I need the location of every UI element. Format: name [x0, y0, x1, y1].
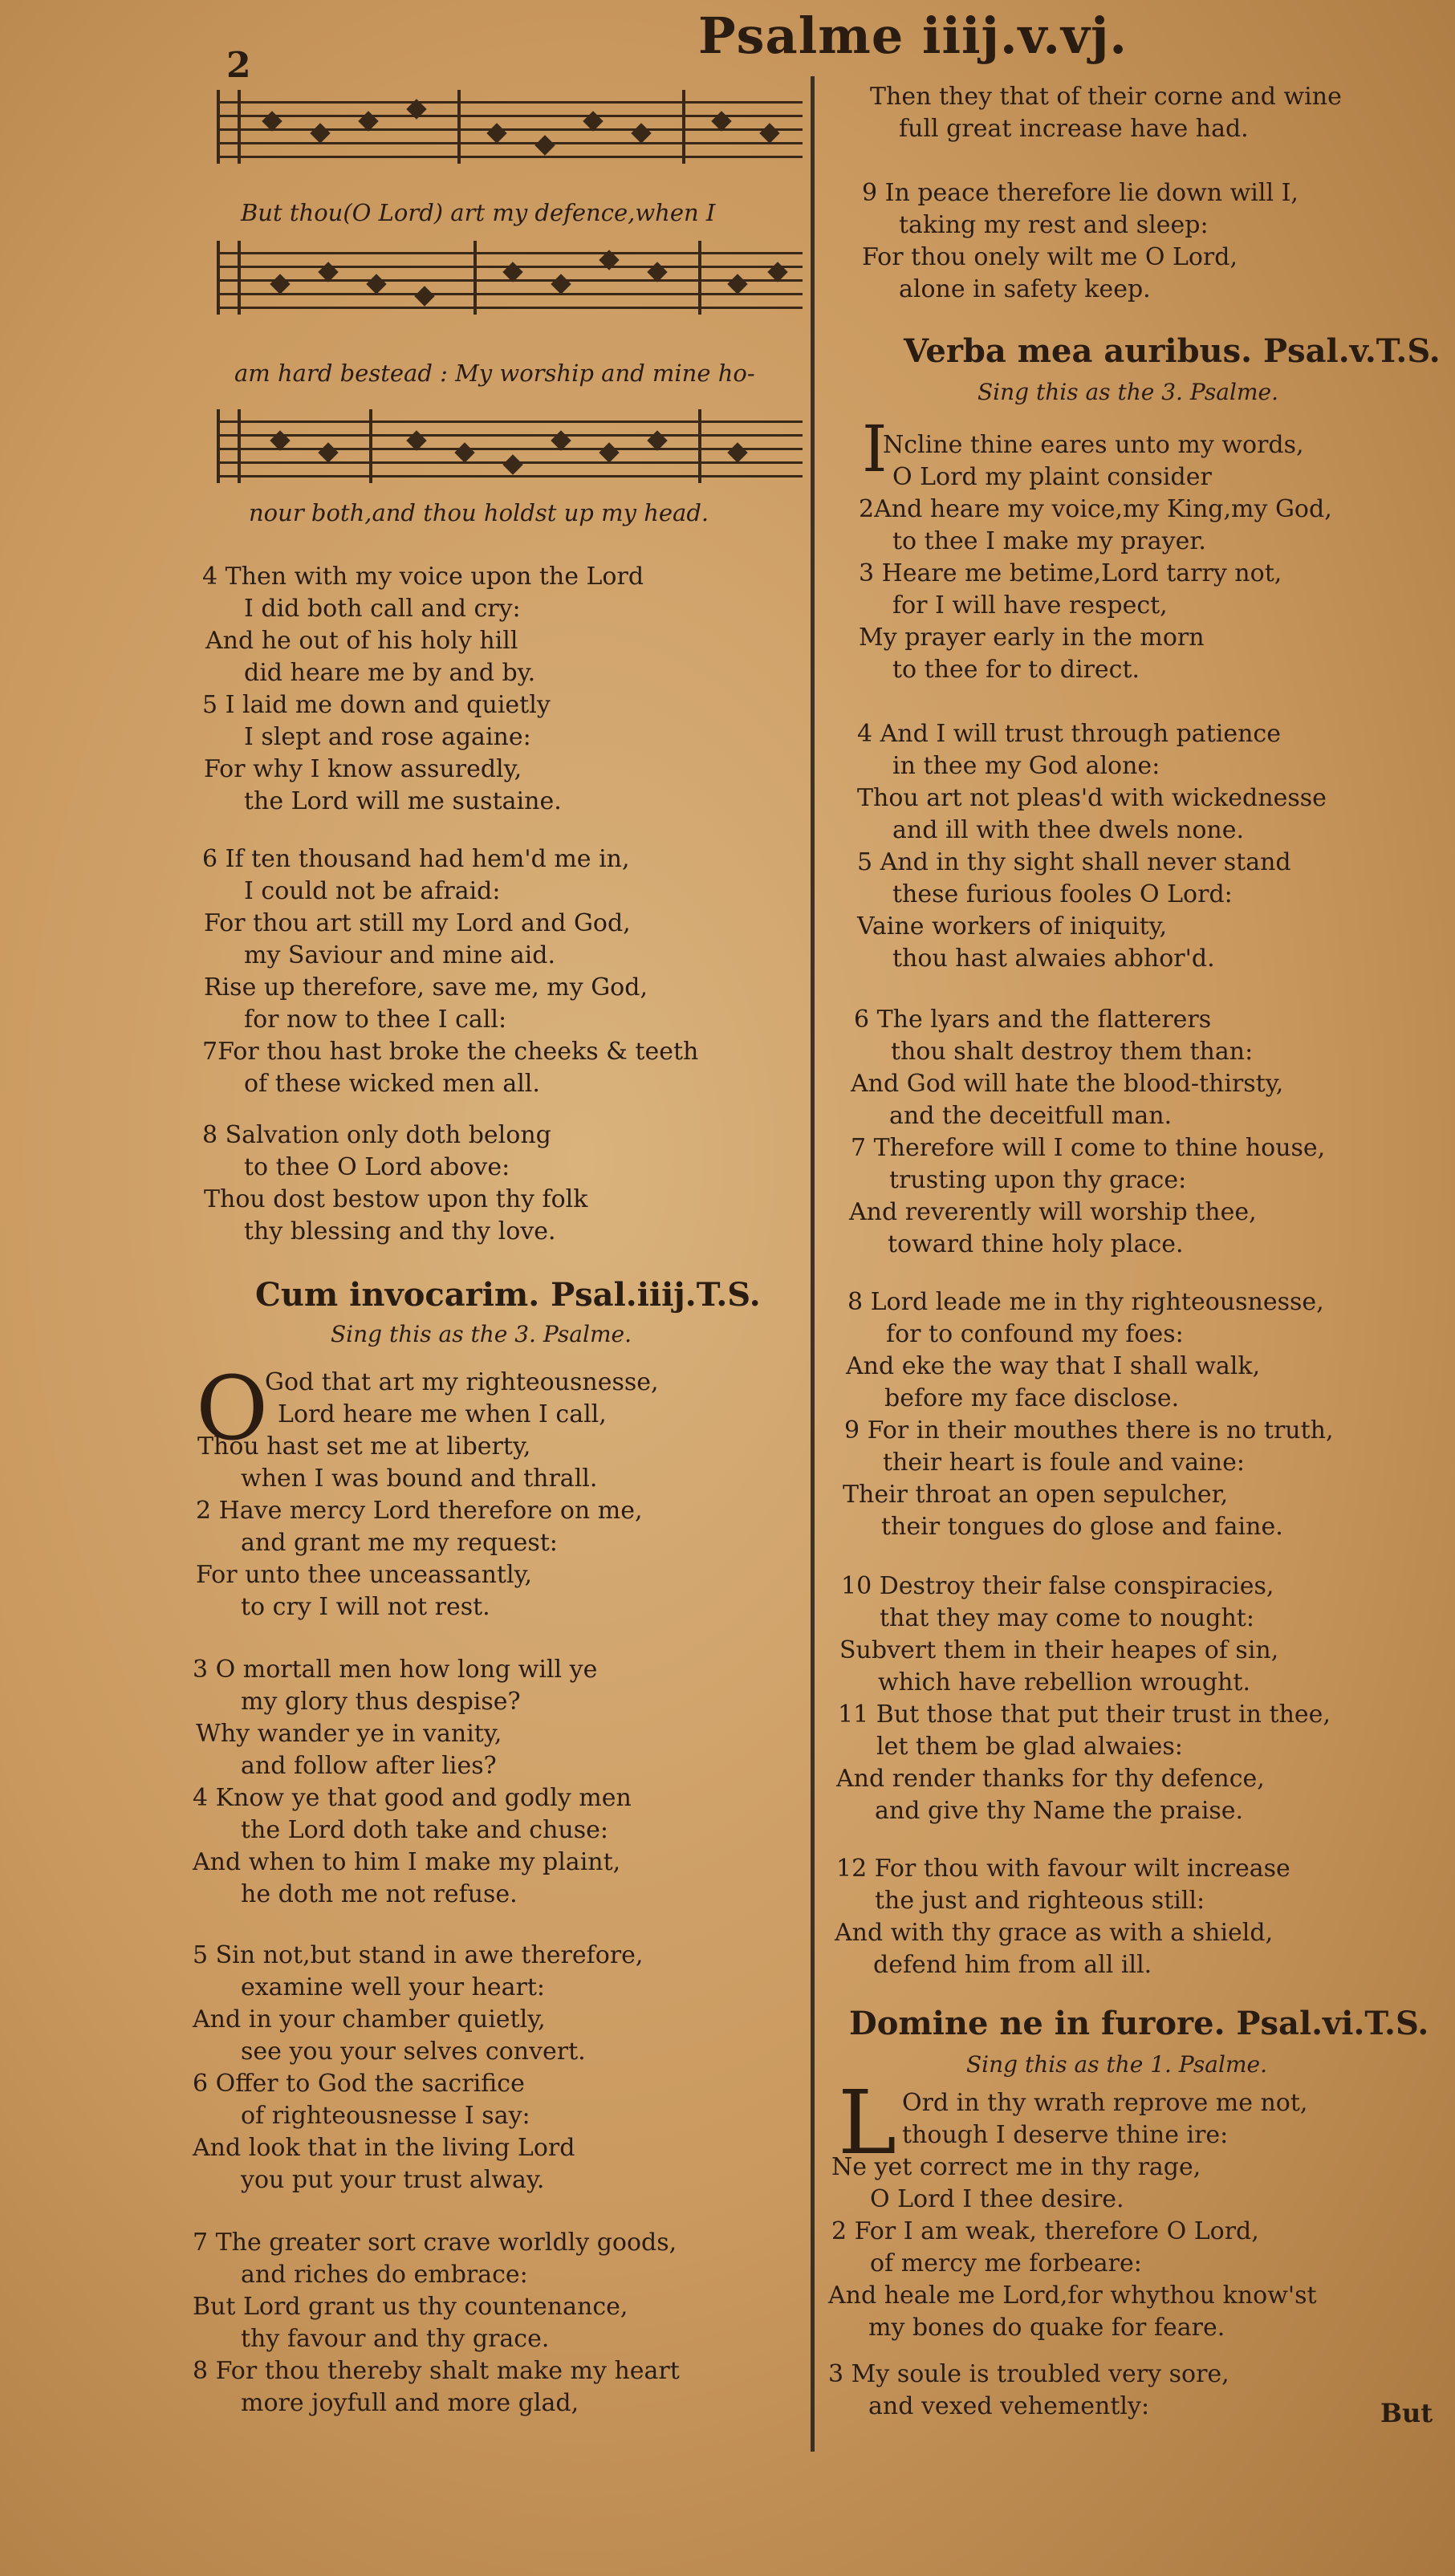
verse-line: 7 The greater sort crave worldly goods,	[193, 2229, 677, 2257]
verse-line: my Saviour and mine aid.	[244, 941, 555, 969]
verse-line: for now to thee I call:	[244, 1006, 507, 1034]
verse-line: when I was bound and thrall.	[241, 1465, 598, 1493]
verse-line: For why I know assuredly,	[204, 755, 522, 783]
verse-line: 3 Heare me betime,Lord tarry not,	[859, 559, 1282, 587]
verse-line: and follow after lies?	[241, 1752, 497, 1780]
verse-line: examine well your heart:	[241, 1973, 546, 2001]
verse-line: and riches do embrace:	[241, 2261, 528, 2289]
verse-line: 2 Have mercy Lord therefore on me,	[196, 1497, 643, 1525]
verse-line: Thou art not pleas'd with wickednesse	[857, 784, 1327, 812]
verse-line: And he out of his holy hill	[205, 627, 518, 655]
verse-line: Lord heare me when I call,	[278, 1400, 607, 1428]
verse-line: thou shalt destroy them than:	[891, 1038, 1254, 1066]
verse-line: 4 And I will trust through patience	[857, 720, 1281, 748]
verse-line: and give thy Name the praise.	[875, 1797, 1244, 1825]
verse-line: 8 For thou thereby shalt make my heart	[193, 2357, 680, 2385]
verse-line: I did both call and cry:	[244, 595, 521, 623]
running-title: Psalme iiij.v.vj.	[698, 6, 1128, 65]
music-lyric-3: nour both,and thou holdst up my head.	[249, 499, 709, 526]
verse-line: see you your selves convert.	[241, 2038, 586, 2066]
verse-line: My prayer early in the morn	[859, 624, 1205, 652]
music-lyric-1: But thou(O Lord) art my defence,when I	[241, 199, 716, 226]
verse-line: the Lord will me sustaine.	[244, 787, 562, 815]
column-divider	[811, 76, 815, 2452]
psalm-5-title: Verba mea auribus. Psal.v.T.S.	[904, 332, 1441, 370]
verse-line: For thou onely wilt me O Lord,	[862, 243, 1238, 271]
verse-line: Thou dost bestow upon thy folk	[204, 1185, 588, 1213]
verse-line: Vaine workers of iniquity,	[857, 912, 1168, 941]
drop-cap: L	[838, 2071, 897, 2174]
verse-line: 9 In peace therefore lie down will I,	[862, 179, 1299, 207]
verse-line: And when to him I make my plaint,	[193, 1848, 621, 1876]
verse-line: taking my rest and sleep:	[899, 211, 1209, 239]
verse-line: O Lord my plaint consider	[892, 463, 1212, 491]
verse-line: Ncline thine eares unto my words,	[883, 431, 1304, 459]
verse-line: to cry I will not rest.	[241, 1593, 490, 1621]
verse-line: 9 For in their mouthes there is no truth,	[844, 1416, 1334, 1444]
music-lyric-2: am hard bestead : My worship and mine ho-	[234, 360, 755, 387]
verse-line: 11 But those that put their trust in thee,	[838, 1700, 1331, 1729]
verse-line: Why wander ye in vanity,	[196, 1720, 502, 1748]
verse-line: O Lord I thee desire.	[870, 2185, 1124, 2213]
verse-line: and vexed vehemently:	[868, 2392, 1150, 2420]
verse-line: did heare me by and by.	[244, 659, 536, 687]
verse-line: let them be glad alwaies:	[876, 1733, 1183, 1761]
verse-line: 5 Sin not,but stand in awe therefore,	[193, 1941, 644, 1969]
verse-line: And God will hate the blood-thirsty,	[851, 1070, 1284, 1098]
verse-line: 2And heare my voice,my King,my God,	[859, 495, 1332, 523]
catchword: But	[1380, 2398, 1433, 2428]
verse-line: I slept and rose againe:	[244, 723, 531, 751]
psalm-5-tune-note: Sing this as the 3. Psalme.	[977, 379, 1278, 405]
verse-line: their tongues do glose and faine.	[881, 1513, 1283, 1541]
verse-line: and ill with thee dwels none.	[892, 816, 1245, 844]
verse-line: 4 Then with my voice upon the Lord	[202, 563, 644, 591]
verse-line: for to confound my foes:	[886, 1320, 1184, 1348]
verse-line: Rise up therefore, save me, my God,	[204, 973, 648, 1002]
verse-line: my glory thus despise?	[241, 1688, 521, 1716]
verse-line: to thee I make my prayer.	[892, 527, 1206, 555]
verse-line: of mercy me forbeare:	[870, 2249, 1142, 2277]
page-number: 2	[226, 45, 251, 86]
verse-line: of righteousnesse I say:	[241, 2102, 530, 2130]
verse-line: 4 Know ye that good and godly men	[193, 1784, 632, 1812]
verse-line: 3 O mortall men how long will ye	[193, 1656, 598, 1684]
psalm-6-tune-note: Sing this as the 1. Psalme.	[966, 2051, 1267, 2078]
music-staff-1	[217, 90, 803, 164]
psalm-4-tune-note: Sing this as the 3. Psalme.	[331, 1321, 632, 1347]
verse-line: And reverently will worship thee,	[849, 1198, 1257, 1226]
verse-line: Thou hast set me at liberty,	[197, 1432, 531, 1461]
verse-line: 10 Destroy their false conspiracies,	[841, 1572, 1274, 1600]
verse-line: and the deceitfull man.	[889, 1102, 1173, 1130]
verse-line: though I deserve thine ire:	[902, 2121, 1229, 2149]
verse-line: But Lord grant us thy countenance,	[193, 2293, 628, 2321]
verse-line: of these wicked men all.	[244, 1070, 540, 1098]
verse-line: their heart is foule and vaine:	[883, 1448, 1245, 1477]
verse-line: defend him from all ill.	[873, 1951, 1152, 1979]
verse-line: I could not be afraid:	[244, 877, 501, 905]
verse-line: full great increase have had.	[899, 115, 1249, 143]
verse-line: For thou art still my Lord and God,	[204, 909, 631, 937]
verse-line: that they may come to nought:	[880, 1604, 1254, 1632]
verse-line: thy favour and thy grace.	[241, 2325, 550, 2353]
drop-cap: I	[862, 412, 888, 486]
verse-line: 5 And in thy sight shall never stand	[857, 848, 1291, 876]
verse-line: the just and righteous still:	[875, 1887, 1205, 1915]
verse-line: For unto thee unceassantly,	[196, 1561, 533, 1589]
verse-line: and grant me my request:	[241, 1529, 558, 1557]
verse-line: God that art my righteousnesse,	[265, 1368, 659, 1396]
verse-line: Ord in thy wrath reprove me not,	[902, 2089, 1308, 2117]
verse-line: more joyfull and more glad,	[241, 2389, 579, 2417]
verse-line: my bones do quake for feare.	[868, 2314, 1225, 2342]
music-staff-3	[217, 409, 803, 483]
verse-line: 12 For thou with favour wilt increase	[836, 1855, 1290, 1883]
verse-line: 8 Salvation only doth belong	[202, 1121, 551, 1149]
psalm-4-title: Cum invocarim. Psal.iiij.T.S.	[255, 1276, 761, 1314]
verse-line: Then they that of their corne and wine	[870, 83, 1342, 111]
verse-line: Ne yet correct me in thy rage,	[831, 2153, 1201, 2181]
music-staff-2	[217, 241, 803, 315]
verse-line: thy blessing and thy love.	[244, 1217, 556, 1245]
verse-line: to thee for to direct.	[892, 656, 1140, 684]
verse-line: in thee my God alone:	[892, 752, 1160, 780]
verse-line: before my face disclose.	[884, 1384, 1180, 1412]
verse-line: 6 Offer to God the sacrifice	[193, 2070, 525, 2098]
verse-line: alone in safety keep.	[899, 275, 1151, 303]
verse-line: 7For thou hast broke the cheeks & teeth	[202, 1038, 699, 1066]
verse-line: for I will have respect,	[892, 591, 1168, 620]
verse-line: And heale me Lord,for whythou know'st	[828, 2281, 1317, 2310]
psalm-6-title: Domine ne in furore. Psal.vi.T.S.	[849, 2005, 1429, 2042]
verse-line: And with thy grace as with a shield,	[835, 1919, 1274, 1947]
verse-line: 7 Therefore will I come to thine house,	[851, 1134, 1326, 1162]
verse-line: toward thine holy place.	[888, 1230, 1184, 1258]
verse-line: to thee O Lord above:	[244, 1153, 510, 1181]
verse-line: And eke the way that I shall walk,	[846, 1352, 1261, 1380]
verse-line: 6 If ten thousand had hem'd me in,	[202, 845, 630, 873]
verse-line: trusting upon thy grace:	[889, 1166, 1187, 1194]
verse-line: 2 For I am weak, therefore O Lord,	[831, 2217, 1259, 2245]
verse-line: 8 Lord leade me in thy righteousnesse,	[847, 1288, 1324, 1316]
verse-line: And in your chamber quietly,	[193, 2005, 546, 2034]
verse-line: 6 The lyars and the flatterers	[854, 1006, 1212, 1034]
verse-line: thou hast alwaies abhor'd.	[892, 945, 1215, 973]
drop-cap: O	[196, 1357, 269, 1460]
verse-line: Their throat an open sepulcher,	[843, 1481, 1229, 1509]
verse-line: 5 I laid me down and quietly	[202, 691, 551, 719]
verse-line: he doth me not refuse.	[241, 1880, 518, 1908]
verse-line: these furious fooles O Lord:	[892, 880, 1233, 908]
verse-line: And render thanks for thy defence,	[836, 1765, 1265, 1793]
verse-line: you put your trust alway.	[241, 2166, 545, 2194]
verse-line: 3 My soule is troubled very sore,	[828, 2360, 1229, 2388]
verse-line: And look that in the living Lord	[193, 2134, 575, 2162]
verse-line: the Lord doth take and chuse:	[241, 1816, 608, 1844]
verse-line: Subvert them in their heapes of sin,	[839, 1636, 1279, 1664]
verse-line: which have rebellion wrought.	[878, 1668, 1250, 1696]
